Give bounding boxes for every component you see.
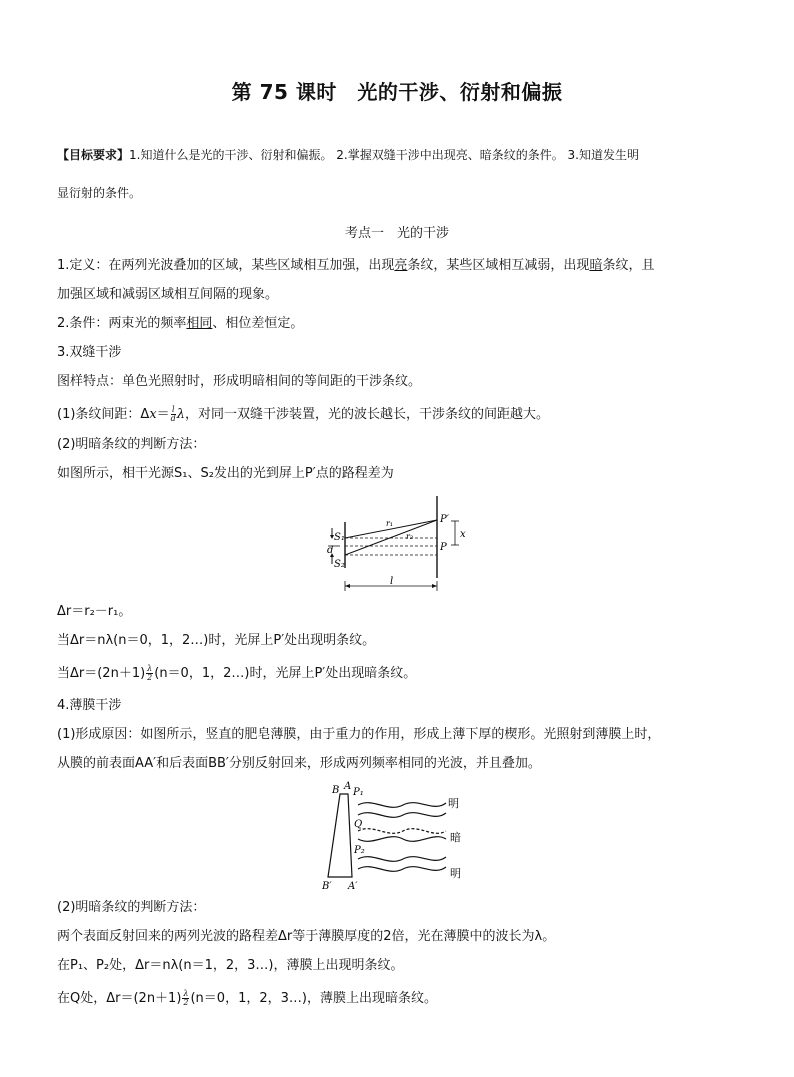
double-slit-feature: 图样特点：单色光照射时，形成明暗相间的等间距的干涉条纹。 (57, 374, 422, 389)
section-title: 考点一 光的干涉 (344, 226, 449, 241)
spacing-text-c: ，对同一双缝干涉装置，光的波长越长，干涉条纹的间距越大。 (185, 407, 550, 423)
thin-film-dark (57, 990, 437, 1007)
definition-line-1 (57, 258, 654, 274)
spacing-eq: ＝ (156, 407, 170, 423)
wave-bright-2b (358, 867, 446, 872)
goal-line-1 (57, 147, 639, 163)
goal-text-1: 1.知道什么是光的干涉、衍射和偏振。 2.掌握双缝干涉中出现亮、暗条纹的条件。 3.知道发生明 (129, 148, 639, 162)
condition-text-a: 2.条件：两束光的频率 (57, 316, 187, 331)
label-p: P (440, 542, 447, 553)
condition-same: 相同 (186, 316, 213, 331)
definition-text-a: 1.定义：在两列光波叠加的区域，某些区域相互加强，出现 (57, 258, 395, 273)
label-s2: S₂ (334, 559, 345, 570)
wave-bright-2a (358, 857, 446, 862)
label-bright-1: 明 (448, 797, 459, 810)
label-b-prime: B′ (322, 881, 332, 892)
label-a: A (344, 781, 352, 792)
label-x: x (460, 529, 466, 540)
spacing-fraction (171, 406, 176, 423)
film-dark-text-b: (n＝0，1，2，3…)，薄膜上出现暗条纹。 (190, 991, 437, 1007)
thin-film-heading: 4.薄膜干涉 (57, 698, 122, 713)
dark-text-b: (n＝0，1，2…)时，光屏上P′处出现暗条纹。 (154, 666, 417, 682)
condition-line (57, 316, 303, 332)
wave-bright-1b (358, 813, 446, 818)
wave-bright-1a (358, 803, 446, 808)
spacing-x: x (149, 407, 157, 423)
double-slit-diagram (318, 492, 478, 598)
label-q: Q (354, 819, 363, 830)
definition-text-e: 条纹，且 (602, 258, 655, 273)
label-r2: r₂ (406, 532, 414, 541)
spacing-lambda: λ (176, 407, 186, 423)
thin-film-judge: (2)明暗条纹的判断方法： (57, 900, 206, 915)
thin-film-bright: 在P₁、P₂处，Δr＝nλ(n＝1，2，3…)，薄膜上出现明条纹。 (57, 958, 404, 973)
film-dark-text-a: 在Q处，Δr＝(2n＋1) (57, 991, 182, 1007)
fraction-denominator: d (170, 414, 176, 423)
dark-fraction-denominator: 2 (147, 673, 153, 682)
label-p-prime: P′ (440, 514, 449, 525)
l-arrow-right (432, 584, 437, 588)
label-a-prime: A′ (348, 881, 358, 892)
label-d: d (327, 545, 334, 556)
thin-film-cause-1: (1)形成原因：如图所示，竖直的肥皂薄膜，由于重力的作用，形成上薄下厚的楔形。光照射到薄膜上时， (57, 727, 661, 742)
dark-text-a: 当Δr＝(2n＋1) (57, 666, 146, 682)
label-s1: S₁ (334, 532, 345, 543)
condition-text-c: 、相位差恒定。 (212, 316, 304, 331)
definition-line-2: 加强区域和减弱区域相互间隔的现象。 (57, 287, 279, 302)
label-b: B (332, 785, 340, 796)
definition-dark: 暗 (589, 258, 603, 273)
label-p1: P₁ (353, 787, 364, 798)
delta-r-line: Δr＝r₂－r₁。 (57, 604, 132, 619)
page-title: 第 75 课时 光的干涉、衍射和偏振 (231, 80, 563, 104)
wave-dark-b (358, 837, 446, 842)
goal-label: 【目标要求】 (57, 148, 130, 162)
film-dark-fraction (182, 990, 189, 1007)
definition-text-c: 条纹，某些区域相互减弱，出现 (407, 258, 590, 273)
fraction-numerator: l (171, 405, 175, 414)
dark-fraction (146, 665, 153, 682)
label-l: l (390, 576, 394, 587)
double-slit-judge: (2)明暗条纹的判断方法： (57, 437, 206, 452)
label-p2: P₂ (354, 845, 365, 856)
spacing-line (57, 406, 549, 423)
thin-film-cause-2: 从膜的前表面AA′和后表面BB′分别反射回来，形成两列频率相同的光波，并且叠加。 (57, 756, 541, 771)
wave-dark-a (358, 829, 446, 834)
l-arrow-left (345, 584, 350, 588)
label-dark: 暗 (450, 831, 461, 844)
double-slit-bright: 当Δr＝nλ(n＝0，1，2…)时，光屏上P′处出现明条纹。 (57, 633, 376, 648)
label-r1: r₁ (386, 519, 394, 528)
label-bright-2: 明 (450, 867, 461, 880)
film-fraction-numerator: λ (183, 989, 189, 998)
dark-fraction-numerator: λ (147, 664, 153, 673)
goal-line-2: 显衍射的条件。 (57, 186, 142, 200)
thin-film-diagram (318, 779, 478, 895)
double-slit-heading: 3.双缝干涉 (57, 345, 122, 360)
double-slit-dark (57, 665, 416, 682)
spacing-text-a: (1)条纹间距：Δ (57, 407, 150, 423)
film-wedge (328, 794, 352, 877)
thin-film-path: 两个表面反射回来的两列光波的路程差Δr等于薄膜厚度的2倍，光在薄膜中的波长为λ。 (57, 929, 556, 944)
definition-bright: 亮 (394, 258, 408, 273)
film-fraction-denominator: 2 (183, 998, 189, 1007)
double-slit-intro: 如图所示，相干光源S₁、S₂发出的光到屏上P′点的路程差为 (57, 466, 394, 481)
